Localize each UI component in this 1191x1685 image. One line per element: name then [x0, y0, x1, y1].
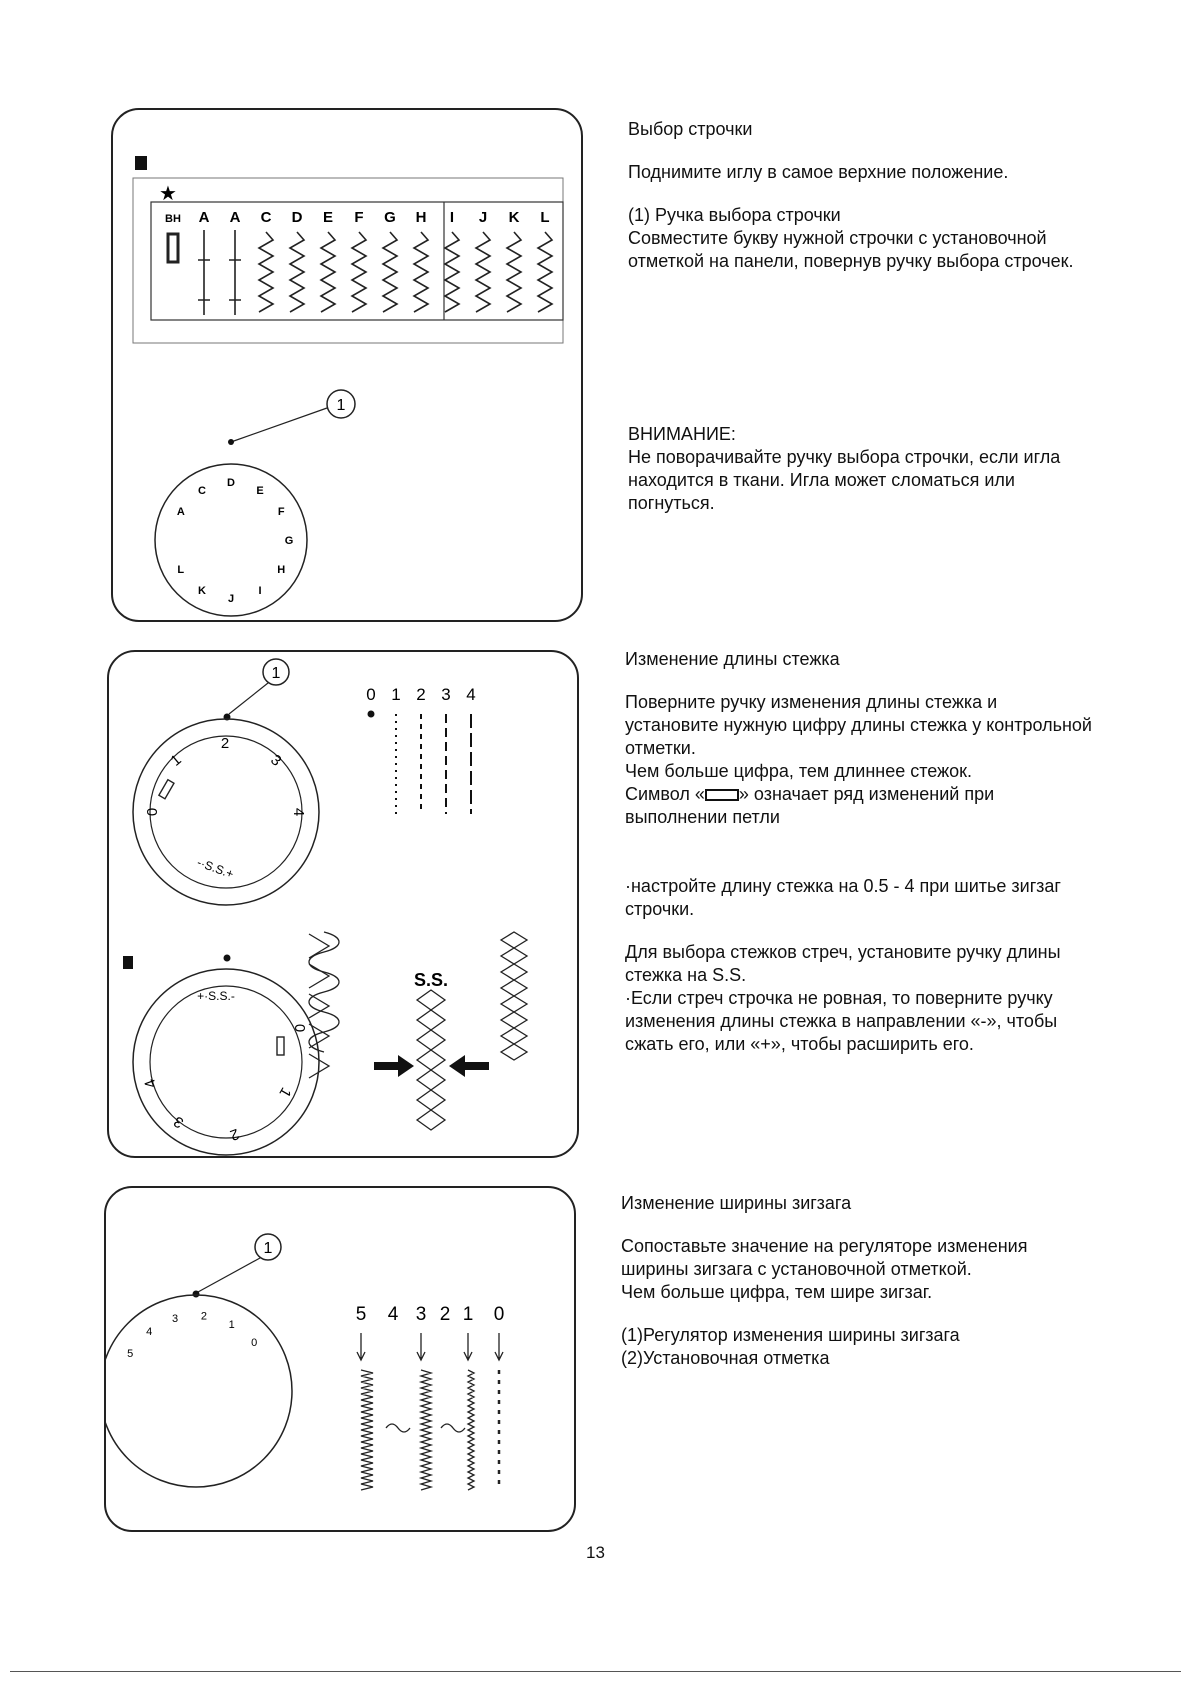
section2-text: [625, 648, 1095, 1056]
dial-letter: G: [284, 535, 294, 547]
pattern-letter: C: [260, 209, 272, 226]
zigzag-sample: [361, 1370, 373, 1490]
section1-warning-title: ВНИМАНИЕ:: [628, 424, 736, 444]
tilde-mark: [386, 1424, 410, 1432]
stitch-pattern: [259, 232, 273, 312]
section2-body1: Поверните ручку изменения длины стежка и установите нужную цифру длины стежка у контрольной отметки.: [625, 692, 1092, 758]
tilde-mark: [441, 1424, 465, 1432]
width-scale-number: 5: [355, 1304, 367, 1325]
marker-square: [135, 156, 147, 170]
width-scale-number: 1: [462, 1304, 474, 1325]
stitch-pattern: [507, 232, 521, 312]
zigzag-sample: [468, 1370, 474, 1490]
pattern-letter: J: [478, 209, 488, 226]
pattern-letter: F: [354, 209, 364, 226]
width-scale-number: 3: [415, 1304, 427, 1325]
width-scale-number: 0: [493, 1304, 505, 1325]
length-scale-number: 2: [416, 685, 426, 704]
dial-letter: A: [176, 506, 185, 518]
section3-item1: (1)Регулятор изменения ширины зигзага: [621, 1325, 960, 1345]
arrow-down-icon: [464, 1333, 472, 1360]
stitch-pattern: [383, 232, 397, 312]
width-scale-number: 2: [439, 1304, 451, 1325]
stitch-ss-right: [501, 932, 527, 1060]
width-dial-label: 4: [146, 1326, 153, 1339]
pattern-letter: A: [229, 209, 241, 226]
width-dial-label: 3: [172, 1312, 179, 1325]
width-dial-label: 0: [251, 1337, 258, 1350]
length-scale-number: 1: [391, 685, 401, 704]
buttonhole-stitch: [168, 234, 178, 262]
dial-number-0: 0: [144, 807, 161, 817]
footer-rule: [10, 1671, 1181, 1672]
dial-number-2: 2: [220, 735, 230, 752]
stitch-pattern: [445, 232, 459, 312]
pattern-letter: D: [291, 209, 303, 226]
width-dial-label: 1: [228, 1318, 235, 1331]
dial-letter: F: [277, 506, 285, 518]
section2-zigzag-note: ·настройте длину стежка на 0.5 - 4 при шитье зигзаг строчки.: [625, 876, 1061, 919]
dial-number-3: 3: [267, 751, 285, 770]
stitch-pattern: [414, 232, 428, 312]
buttonhole-icon: [705, 789, 739, 801]
star-mark: ★: [159, 183, 177, 205]
length-scale-number: 3: [441, 685, 451, 704]
section1-item-title: (1) Ручка выбора строчки: [628, 205, 841, 225]
dial2-number-3: 3: [170, 1112, 187, 1132]
dial-letter: J: [227, 593, 235, 605]
stitch-pattern: [476, 232, 490, 312]
dial2-ss-label: +·S.S.-: [197, 989, 235, 1003]
width-dial-label: 5: [127, 1348, 134, 1360]
stitch-pattern: [538, 232, 552, 312]
symbol-suffix: » означает ряд изменений при выполнении петли: [625, 784, 995, 827]
width-scale-number: 4: [387, 1304, 399, 1325]
length-scale-number: 4: [466, 685, 476, 704]
pattern-letter: H: [415, 209, 427, 226]
section3-body1: Сопоставьте значение на регуляторе изменения ширины зигзага с установочной отметкой.: [621, 1236, 1028, 1279]
width-dial-label: 2: [200, 1310, 207, 1323]
stitch-pattern: [290, 232, 304, 312]
section3-text: [621, 1192, 1091, 1370]
section1-intro: Поднимите иглу в самое верхние положение.: [628, 162, 1009, 182]
pattern-letter: K: [508, 209, 520, 226]
section1-text: [628, 118, 1088, 515]
section1-heading: Выбор строчки: [628, 119, 753, 139]
pattern-selector-drawing: [113, 110, 581, 620]
zigzag-width-drawing: [106, 1188, 574, 1530]
section2-heading: Изменение длины стежка: [625, 649, 840, 669]
arrow-right-icon: [374, 1055, 414, 1077]
pattern-letter: BH: [165, 213, 181, 225]
dial-letter: C: [198, 484, 206, 497]
dial-ss-label: -·S.S.+: [195, 855, 236, 882]
ss-heading: S.S.: [413, 970, 449, 990]
section3-body2: Чем больше цифра, тем шире зигзаг.: [621, 1282, 933, 1302]
dial-letter: D: [227, 477, 235, 489]
dial2-number-1: 1: [275, 1084, 295, 1101]
stitch-length-figure: [107, 650, 579, 1158]
pattern-letter: L: [540, 209, 550, 226]
pattern-letter: E: [322, 209, 334, 226]
section3-item2: (2)Установочная отметка: [621, 1348, 830, 1368]
dial-letter: K: [198, 585, 206, 598]
dial2-number-2: 2: [227, 1124, 242, 1144]
arrow-down-icon: [417, 1333, 425, 1360]
stitch-length-drawing: [109, 652, 577, 1156]
section2-stretch1: Для выбора стежков стреч, установите ручку длины стежка на S.S.: [625, 942, 1061, 985]
stitch-wide-left: [309, 932, 339, 1052]
zigzag-width-dial[interactable]: [106, 1295, 292, 1487]
callout-1-label: 1: [336, 397, 346, 414]
zigzag-width-figure: [104, 1186, 576, 1532]
arrow-left-icon: [449, 1055, 489, 1077]
buttonhole-symbol-2: [277, 1037, 284, 1055]
pattern-letter: G: [384, 209, 396, 226]
pattern-selector-figure: [111, 108, 583, 622]
page-number: 13: [586, 1543, 605, 1562]
pattern-letter: A: [198, 209, 210, 226]
dial2-number-0: 0: [291, 1023, 308, 1033]
dial-number-1: 1: [167, 751, 185, 770]
section2-body2: Чем больше цифра, тем длиннее стежок.: [625, 761, 973, 781]
stitch-ss-center: [417, 990, 445, 1130]
callout-1-label: 1: [263, 1240, 273, 1257]
pattern-table-outer: [133, 178, 563, 343]
zigzag-sample: [421, 1370, 431, 1490]
dial2-number-4: 4: [141, 1076, 161, 1091]
section2-symbol-line: [625, 783, 1095, 829]
section2-stretch2: ·Если стреч строчка не ровная, то поверните ручку изменения длины стежка в направлении «-», чтобы сжать его, или «+», чтобы расширить его.: [625, 988, 1058, 1054]
callout-1-label: 1: [271, 665, 281, 682]
symbol-prefix: Символ «: [625, 784, 705, 804]
section1-warning-body: Не поворачивайте ручку выбора строчки, если игла находится в ткани. Игла может сломаться или погнуться.: [628, 447, 1061, 513]
dial-letter: H: [277, 564, 286, 576]
dial-letter: E: [256, 484, 264, 497]
section1-item-body: Совместите букву нужной строчки с установочной отметкой на панели, повернув ручку выбора строчек.: [628, 228, 1074, 271]
length-scale-number: 0: [366, 685, 376, 704]
arrow-down-icon: [495, 1333, 503, 1360]
stitch-pattern: [352, 232, 366, 312]
stitch-pattern: [198, 230, 210, 315]
buttonhole-symbol: [159, 780, 174, 799]
stitch-pattern: [229, 230, 241, 315]
dial-number-4: 4: [290, 807, 307, 817]
stitch-pattern: [321, 232, 335, 312]
pattern-letter: I: [449, 209, 455, 226]
section3-heading: Изменение ширины зигзага: [621, 1193, 852, 1213]
dial-letter: I: [258, 585, 262, 598]
arrow-down-icon: [357, 1333, 365, 1360]
dial-letter: L: [177, 564, 185, 576]
length-dot: [369, 712, 374, 717]
marker-square: [123, 956, 133, 969]
